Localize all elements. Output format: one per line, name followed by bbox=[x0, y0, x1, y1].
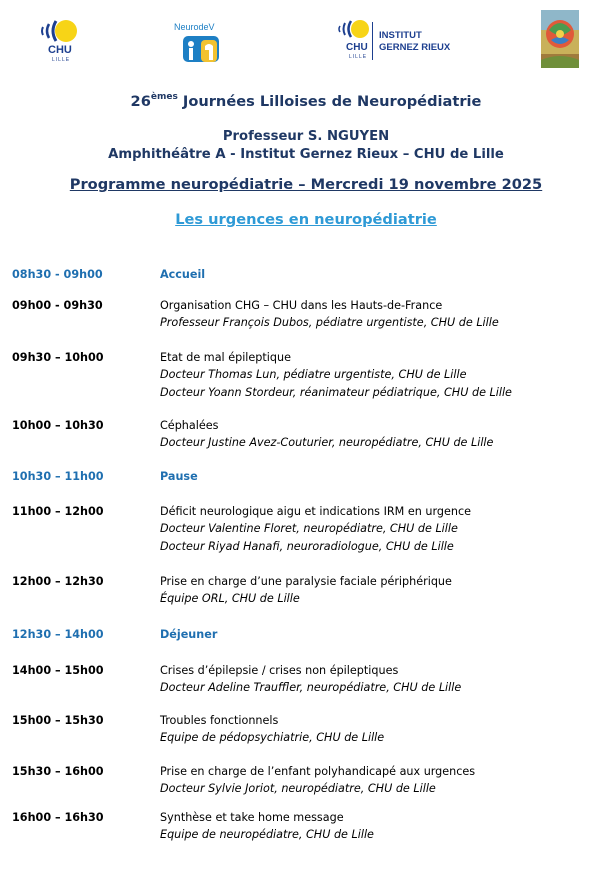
schedule-content bbox=[160, 503, 471, 555]
chu-right-sun-icon bbox=[336, 18, 372, 44]
schedule-content bbox=[160, 468, 198, 485]
neurodev-name: NeurodeV bbox=[174, 22, 215, 32]
schedule-time: 12h00 – 12h30 bbox=[12, 575, 104, 588]
session-speaker: Équipe ORL, CHU de Lille bbox=[160, 592, 300, 605]
schedule-time: 08h30 - 09h00 bbox=[12, 268, 103, 281]
session-speaker: Docteur Yoann Stordeur, réanimateur pédiatrique, CHU de Lille bbox=[160, 386, 512, 399]
session-title: Etat de mal épileptique bbox=[160, 351, 291, 364]
logo-bar bbox=[0, 10, 612, 70]
gernez-rieux-logo bbox=[336, 18, 466, 66]
session-speaker: Docteur Sylvie Joriot, neuropédiatre, CHU de Lille bbox=[160, 782, 436, 795]
session-title: Accueil bbox=[160, 268, 206, 281]
neurodev-logo bbox=[173, 22, 231, 66]
title-ordinal: 26 bbox=[130, 93, 151, 110]
program-heading: Programme neuropédiatrie – Mercredi 19 novembre 2025 bbox=[69, 176, 543, 193]
session-speaker: Docteur Thomas Lun, pédiatre urgentiste, CHU de Lille bbox=[160, 368, 467, 381]
session-title: Céphalées bbox=[160, 419, 219, 432]
logo-divider bbox=[372, 22, 373, 60]
title-text: Journées Lilloises de Neuropédiatrie bbox=[177, 93, 482, 110]
session-speaker: Equipe de pédopsychiatrie, CHU de Lille bbox=[160, 731, 385, 744]
schedule-content bbox=[160, 662, 461, 696]
session-title: Prise en charge d’une paralysie faciale périphérique bbox=[160, 575, 452, 588]
schedule-content bbox=[160, 573, 452, 607]
chu-left-name: CHU bbox=[48, 44, 72, 56]
session-title: Synthèse et take home message bbox=[160, 811, 344, 824]
session-speaker: Docteur Adeline Trauffler, neuropédiatre, CHU de Lille bbox=[160, 681, 462, 694]
schedule-time: 15h00 – 15h30 bbox=[12, 714, 104, 727]
session-speaker: Professeur François Dubos, pédiatre urgentiste, CHU de Lille bbox=[160, 316, 499, 329]
schedule-time: 11h00 – 12h00 bbox=[12, 505, 104, 518]
schedule-time: 15h30 – 16h00 bbox=[12, 765, 104, 778]
session-speaker: Docteur Valentine Floret, neuropédiatre, CHU de Lille bbox=[160, 522, 458, 535]
chu-right-city: LILLE bbox=[349, 54, 368, 60]
schedule-time: 16h00 – 16h30 bbox=[12, 811, 104, 824]
chu-left-city: LILLE bbox=[52, 57, 71, 63]
schedule-time: 12h30 – 14h00 bbox=[12, 628, 104, 641]
title-ordinal-suffix: èmes bbox=[150, 92, 178, 102]
schedule-content bbox=[160, 626, 217, 643]
session-speaker: Docteur Riyad Hanafi, neuroradiologue, CHU de Lille bbox=[160, 540, 454, 553]
schedule-time: 14h00 – 15h00 bbox=[12, 664, 104, 677]
schedule-time: 10h00 – 10h30 bbox=[12, 419, 104, 432]
schedule-content bbox=[160, 417, 493, 451]
venue: Amphithéâtre A - Institut Gernez Rieux – CHU de Lille bbox=[108, 147, 504, 162]
session-title: Crises d’épilepsie / crises non épileptiques bbox=[160, 664, 399, 677]
schedule-content bbox=[160, 297, 499, 331]
neurodev-figure-icon bbox=[181, 34, 221, 64]
session-title: Déjeuner bbox=[160, 628, 218, 641]
event-title bbox=[0, 92, 612, 110]
schedule-content bbox=[160, 809, 374, 843]
professor-name: Professeur S. NGUYEN bbox=[222, 129, 390, 144]
session-title: Pause bbox=[160, 470, 198, 483]
schedule-time: 09h00 - 09h30 bbox=[12, 299, 103, 312]
session-speaker: Docteur Justine Avez-Couturier, neuropédiatre, CHU de Lille bbox=[160, 436, 494, 449]
session-title: Prise en charge de l’enfant polyhandicapé aux urgences bbox=[160, 765, 476, 778]
session-title: Troubles fonctionnels bbox=[160, 714, 279, 727]
session-title: Déficit neurologique aigu et indications IRM en urgence bbox=[160, 505, 471, 518]
schedule-time: 10h30 – 11h00 bbox=[12, 470, 104, 483]
balloon-artwork-image bbox=[541, 10, 579, 68]
chu-lille-logo bbox=[34, 18, 84, 66]
schedule-content bbox=[160, 712, 384, 746]
schedule-content bbox=[160, 763, 475, 797]
theme-heading: Les urgences en neuropédiatrie bbox=[175, 211, 437, 228]
schedule-time: 09h30 – 10h00 bbox=[12, 351, 104, 364]
institute-line1: INSTITUT bbox=[379, 30, 422, 41]
chu-sun-icon bbox=[34, 18, 84, 46]
schedule-content bbox=[160, 349, 512, 401]
schedule-content bbox=[160, 266, 205, 283]
session-speaker: Equipe de neuropédiatre, CHU de Lille bbox=[160, 828, 374, 841]
institute-line2: GERNEZ RIEUX bbox=[379, 42, 451, 53]
chu-right-name: CHU bbox=[346, 42, 368, 53]
session-title: Organisation CHG – CHU dans les Hauts-de-France bbox=[160, 299, 443, 312]
